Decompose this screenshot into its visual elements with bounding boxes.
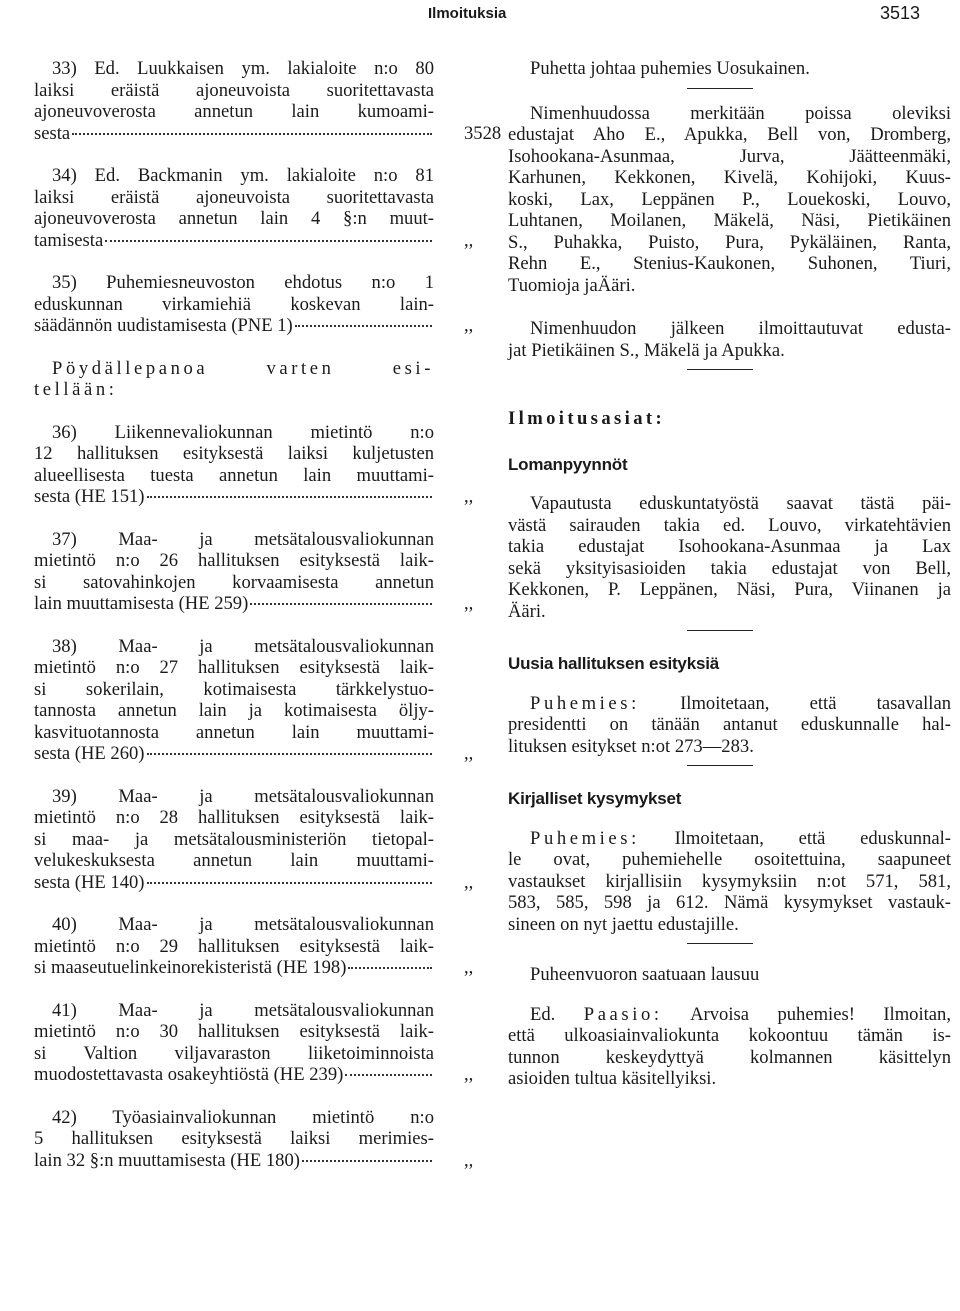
separator-rule <box>687 765 753 766</box>
page-reference: ,, <box>464 229 474 251</box>
agenda-item-line: sesta (HE 140) <box>34 871 145 893</box>
speaker-name: Paasio: <box>583 1003 663 1025</box>
agenda-item-last-line <box>34 1064 434 1086</box>
list-heading-line: tellään: <box>34 379 118 400</box>
leave-requests-line: sekä yksityisasioiden takia edustajat von Bell, <box>508 557 951 579</box>
agenda-item <box>34 1000 476 1086</box>
dot-leader <box>295 325 432 327</box>
agenda-item-line: 41) Maa- ja metsätalousvaliokunnan <box>52 999 434 1021</box>
written-questions-line: vastaukset kirjallisiin kysymyksiin n:ot 571, 581, <box>508 870 951 892</box>
statement-prefix: Ed. <box>530 1003 584 1025</box>
section-title: Ilmoituksia <box>428 5 507 22</box>
chair-note: Puhetta johtaa puhemies Uosukainen. <box>530 58 810 79</box>
agenda-item <box>34 529 476 615</box>
agenda-item-line: 35) Puhemiesneuvoston ehdotus n:o 1 <box>52 272 434 293</box>
late-registrations-line: jat Pietikäinen S., Mäkelä ja Apukka. <box>508 339 785 361</box>
agenda-item-line: 42) Työasiainvaliokunnan mietintö n:o <box>52 1106 434 1128</box>
roll-call-absent-line: Nimenhuudossa merkitään poissa oleviksi <box>530 102 951 124</box>
agenda-item-last-line <box>34 1150 434 1172</box>
agenda-item-line: 5 hallituksen esityksestä laiksi merimies- <box>34 1128 434 1149</box>
separator-rule <box>687 943 753 944</box>
leave-requests <box>508 493 951 622</box>
written-questions-line: le ovat, puhemiehelle osoitettuina, saapuneet <box>508 849 951 870</box>
agenda-item-line: tamisesta <box>34 229 104 251</box>
leave-requests-line: Ääri. <box>508 600 546 622</box>
agenda-item-line: lain 32 §:n muuttamisesta (HE 180) <box>34 1149 300 1171</box>
roll-call-absent-line: Rehn E., Stenius-Kaukonen, Suhonen, Tiuri, <box>508 253 951 274</box>
page-reference: ,, <box>464 957 474 978</box>
agenda-item-line: ajoneuvoverosta annetun lain 4 §:n muut- <box>34 208 434 229</box>
leave-heading: Lomanpyynnöt <box>508 454 628 474</box>
agenda-item-line: 37) Maa- ja metsätalousvaliokunnan <box>52 528 434 550</box>
agenda-item <box>34 636 476 765</box>
separator-rule <box>687 369 753 370</box>
agenda-item-line: laiksi eräistä ajoneuvoista suoritettavasta <box>34 79 434 101</box>
statement-line: että ulkoasiainvaliokunta kokoontuu tämän is- <box>508 1025 951 1046</box>
speaker-name: Puhemies: <box>530 827 640 849</box>
agenda-item-line: si maa- ja metsätalousministeriön tietopal- <box>34 828 434 850</box>
roll-call-absent-line: Tuomioja jaÄäri. <box>508 274 636 296</box>
agenda-item-line: mietintö n:o 29 hallituksen esityksestä laik- <box>34 935 434 957</box>
agenda-item-line: sesta (HE 151) <box>34 486 145 507</box>
written-questions <box>508 828 951 936</box>
roll-call-absent-line: Karhunen, Kekkonen, Kivelä, Kohijoki, Kuus- <box>508 167 951 188</box>
statement-text: Arvoisa puhemies! Ilmoitan, <box>662 1003 952 1025</box>
page-reference: ,, <box>464 593 474 614</box>
agenda-item-line: mietintö n:o 28 hallituksen esityksestä laik- <box>34 807 434 828</box>
gov-proposals-heading: Uusia hallituksen esityksiä <box>508 654 719 673</box>
page-reference: ,, <box>464 871 474 893</box>
page-header <box>0 0 960 30</box>
agenda-item-line: mietintö n:o 27 hallituksen esityksestä laik- <box>34 657 434 678</box>
statement-line <box>508 1004 951 1026</box>
page-reference: ,, <box>464 486 474 507</box>
page-number: 3513 <box>880 3 921 23</box>
agenda-item <box>34 1107 476 1172</box>
late-registrations-line: Nimenhuudon jälkeen ilmoittautuvat edusta- <box>530 318 951 339</box>
agenda-item-line: muodostettavasta osakeyhtiöstä (HE 239) <box>34 1064 344 1085</box>
agenda-item-line: lain muuttamisesta (HE 259) <box>34 593 249 614</box>
agenda-item-last-line <box>34 123 434 145</box>
leave-requests-line: Kekkonen, P. Leppänen, Näsi, Pura, Viinanen ja <box>508 579 951 600</box>
agenda-item-line: sesta (HE 260) <box>34 743 145 764</box>
agenda-item <box>34 914 476 979</box>
agenda-item-line: laiksi eräistä ajoneuvoista suoritettavasta <box>34 186 434 208</box>
agenda-item-line: tannosta annetun lain ja kotimaisesta öljy- <box>34 700 434 721</box>
gov-proposals <box>508 693 951 758</box>
page-reference: ,, <box>464 315 474 336</box>
agenda-item-last-line <box>34 957 434 979</box>
agenda-item-line: 39) Maa- ja metsätalousvaliokunnan <box>52 785 434 807</box>
agenda-item-line: 34) Ed. Backmanin ym. lakialoite n:o 81 <box>52 165 434 186</box>
agenda-item-line: säädännön uudistamisesta (PNE 1) <box>34 315 293 336</box>
gov-proposals-line <box>508 693 951 715</box>
roll-call-absent-line: Luhtanen, Moilanen, Mäkelä, Näsi, Pietikäinen <box>508 210 951 231</box>
agenda-item-line: sesta <box>34 122 71 144</box>
agenda-item-line: mietintö n:o 26 hallituksen esityksestä laik- <box>34 550 434 571</box>
agenda-item-line: si maaseutuelinkeinorekisteristä (HE 198) <box>34 957 347 978</box>
gov-proposals-line: lituksen esitykset n:ot 273—283. <box>508 735 754 757</box>
right-column <box>508 58 951 1111</box>
agenda-item-last-line <box>34 230 434 252</box>
leave-requests-line: Vapautusta eduskuntatyöstä saavat tästä päi- <box>530 493 951 514</box>
roll-call-absent-line: S., Puhakka, Puisto, Pura, Pykäläinen, Ranta, <box>508 231 951 253</box>
dot-leader <box>147 882 432 884</box>
late-registrations <box>508 318 951 361</box>
agenda-item-line: alueellisesta tuesta annetun lain muuttami- <box>34 464 434 486</box>
written-questions-line: 583, 585, 598 ja 612. Nämä kysymykset vastauk- <box>508 892 951 913</box>
statement-line: asioiden tultua käsitellyiksi. <box>508 1068 717 1089</box>
dot-leader <box>105 240 432 242</box>
agenda-item <box>34 786 476 894</box>
statement <box>508 1004 951 1090</box>
agenda-item-line: ajoneuvoverosta annetun lain kumoami- <box>34 101 434 122</box>
left-column <box>34 58 502 1192</box>
speaker-name: Puhemies: <box>530 692 640 714</box>
dot-leader <box>147 496 432 498</box>
agenda-item-last-line <box>34 872 434 894</box>
page-reference: ,, <box>464 743 474 764</box>
gov-proposals-line: presidentti on tänään antanut eduskunnalle hal- <box>508 714 951 735</box>
agenda-item-line: velukeskuksesta annetun lain muuttami- <box>34 850 434 871</box>
page-reference: ,, <box>464 1149 474 1171</box>
roll-call-absent-line: koski, Lax, Leppänen P., Louekoski, Louvo, <box>508 188 951 210</box>
page-reference: 3528 <box>464 122 502 144</box>
agenda-item <box>34 165 476 251</box>
leave-requests-line: västä sairauden takia ed. Louvo, virkatehtävien <box>508 514 951 536</box>
separator-rule <box>687 88 753 89</box>
agenda-item-line: si sokerilain, kotimaisesta tärkkelystuo- <box>34 678 434 700</box>
dot-leader <box>72 133 432 135</box>
gov-proposals-text: Ilmoitetaan, että tasavallan <box>639 692 951 714</box>
agenda-item-line: 33) Ed. Luukkaisen ym. lakialoite n:o 80 <box>52 58 434 79</box>
statement-heading: Puheenvuoron saatuaan lausuu <box>530 964 760 985</box>
page-reference: ,, <box>464 1064 474 1085</box>
dot-leader <box>345 1074 432 1076</box>
agenda-item-line: 36) Liikennevaliokunnan mietintö n:o <box>52 421 434 443</box>
agenda-item-line: 40) Maa- ja metsätalousvaliokunnan <box>52 914 434 935</box>
dot-leader <box>348 967 432 969</box>
agenda-item-line: 12 hallituksen esityksestä laiksi kuljetusten <box>34 443 434 464</box>
agenda-item-last-line <box>34 743 434 765</box>
roll-call-absent-line: Isohookana-Asunmaa, Jurva, Jäätteenmäki, <box>508 145 951 167</box>
notices-heading: Ilmoitusasiat: <box>508 408 666 429</box>
written-questions-text: Ilmoitetaan, että eduskunnal- <box>639 827 951 849</box>
agenda-item <box>34 58 502 144</box>
dot-leader <box>147 753 432 755</box>
agenda-item <box>34 272 476 337</box>
list-heading-line: Pöydällepanoa varten esi- <box>52 357 434 379</box>
agenda-item-line: si satovahinkojen korvaamisesta annetun <box>34 571 434 593</box>
separator-rule <box>687 630 753 631</box>
written-questions-line <box>508 828 951 850</box>
statement-line: tunnon keskeydyttyä kolmannen käsittelyn <box>508 1046 951 1068</box>
dot-leader <box>302 1160 432 1162</box>
agenda-item-line: mietintö n:o 30 hallituksen esityksestä laik- <box>34 1021 434 1042</box>
agenda-item-last-line <box>34 315 434 337</box>
leave-requests-line: takia edustajat Isohookana-Asunmaa ja Lax <box>508 536 951 557</box>
agenda-item-line: eduskunnan virkamiehiä koskevan lain- <box>34 293 434 315</box>
dot-leader <box>250 603 432 605</box>
agenda-item-line: kasvituotannosta annetun lain muuttami- <box>34 721 434 743</box>
written-questions-line: sineen on nyt jaettu edustajille. <box>508 913 739 935</box>
agenda-item-line: 38) Maa- ja metsätalousvaliokunnan <box>52 635 434 657</box>
agenda-item-last-line <box>34 593 434 615</box>
agenda-item-last-line <box>34 486 434 508</box>
roll-call-absent <box>508 103 951 297</box>
agenda-item <box>34 422 476 508</box>
list-heading <box>34 358 476 401</box>
roll-call-absent-line: edustajat Aho E., Apukka, Bell von, Dromberg, <box>508 124 951 145</box>
agenda-item-line: si Valtion viljavaraston liiketoiminnoista <box>34 1042 434 1064</box>
written-questions-heading: Kirjalliset kysymykset <box>508 789 682 808</box>
